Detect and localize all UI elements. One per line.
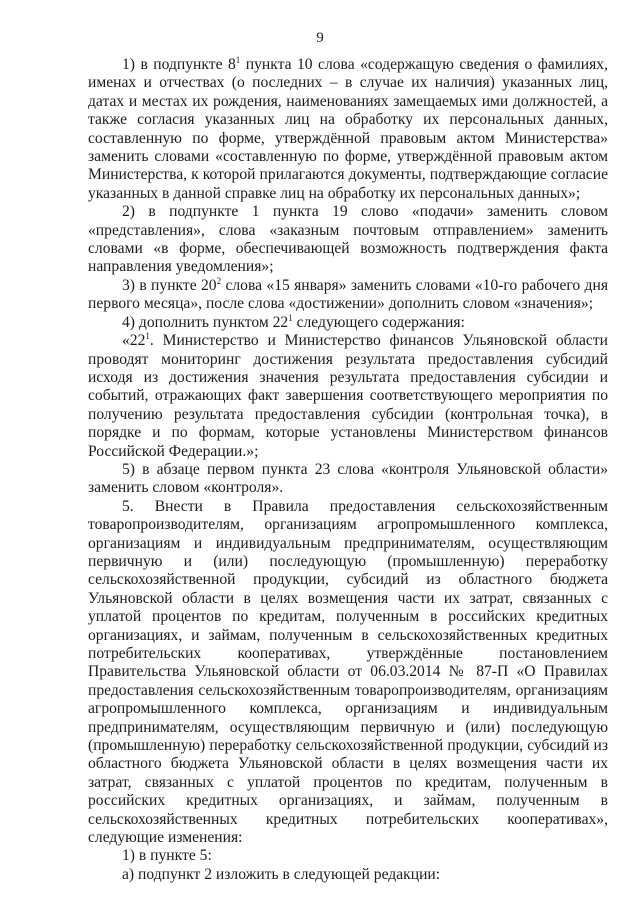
paragraph-3-superscript: 2	[216, 275, 222, 286]
paragraph-8	[88, 847, 608, 865]
paragraph-4-superscript: 1	[288, 312, 293, 323]
paragraph-9-text: а) подпункт 2 изложить в следующей редакции:	[122, 865, 441, 883]
paragraph-4-text: 4) дополнить пунктом 22	[122, 313, 289, 331]
paragraph-6	[88, 461, 608, 498]
page-number: 9	[316, 30, 324, 46]
paragraph-1-superscript: 1	[235, 55, 241, 65]
paragraph-1	[88, 56, 608, 203]
paragraph-3-rest: слова «15 января» заменить словами «10-го рабочего дня первого месяца», после слова «достижении» дополнить словом «значения»;	[88, 276, 608, 313]
paragraph-1-rest: пункта 10 слова «содержащую сведения о фамилиях, именах и отчествах (о последних – в случае их наличия) указанных лиц, датах и местах их рождения, наименованиях замещаемых ими должностей, а также согласия указанных лиц на обработку их персональных данных, составленную по форме, утверждённой правовым актом Министерства» заменить словами «составленную по форме, утверждённой правовым актом Министерства, к которой прилагаются документы, подтверждающие согласие указанных в данной справке лиц на обработку их персональных данных»;	[88, 56, 608, 202]
paragraph-7	[88, 498, 608, 848]
document-body	[88, 56, 608, 884]
paragraph-9	[88, 866, 608, 884]
paragraph-8-text: 1) в пункте 5:	[122, 847, 212, 865]
paragraph-5-text: «22	[122, 332, 146, 350]
paragraph-4	[88, 314, 608, 332]
paragraph-6-text: 5) в абзаце первом пункта 23 слова «контроля Ульяновской области» заменить словом «контроля».	[88, 460, 608, 497]
paragraph-3	[88, 277, 608, 314]
paragraph-2	[88, 203, 608, 277]
paragraph-5-superscript: 1	[145, 331, 150, 342]
paragraph-5	[88, 332, 608, 461]
paragraph-1-text: 1) в подпункте 8	[122, 56, 236, 73]
paragraph-2-text: 2) в подпункте 1 пункта 19 слово «подачи» заменить словом «представления», слова «заказным почтовым отправлением» заменить словами «в форме, обеспечивающей возможность подтверждения факта направления уведомления»;	[88, 203, 608, 276]
paragraph-4-rest: следующего содержания:	[292, 313, 465, 331]
paragraph-3-text: 3) в пункте 20	[122, 276, 217, 294]
paragraph-7-text: 5. Внести в Правила предоставления сельскохозяйственным товаропроизводителям, организациям агропромышленного комплекса, организациям и индивидуальным предпринимателям, осуществляющим первичную и (или) последующую (промышленную) переработку сельскохозяйственной продукции, субсидий из областного бюджета Ульяновской области в целях возмещения части их затрат, связанных с уплатой процентов по кредитам, полученным в российских кредитных организациях, и займам, полученным в сельскохозяйственных кредитных потребительских кооперативах, утверждённые постановлением Правительства Ульяновской области от 06.03.2014 № 87-П «О Правилах предоставления сельскохозяйственным товаропроизводителям, организациям агропромышленного комплекса, организациям и индивидуальным предпринимателям, осуществляющим первичную и (или) последующую (промышленную) переработку сельскохозяйственной продукции, субсидий из областного бюджета Ульяновской области в целях возмещения части их затрат, связанных с уплатой процентов по кредитам, полученным в российских кредитных организациях, и займам, полученным в сельскохозяйственных кредитных потребительских кооперативах», следующие изменения:	[88, 497, 608, 847]
paragraph-5-rest: . Министерство и Министерство финансов Ульяновской области проводят мониторинг достижения результата предоставления субсидий исходя из достижения значения результата предоставления субсидии и событий, отражающих факт завершения соответствующего мероприятия по получению результата предоставления субсидии (контрольная точка), в порядке и по формам, которые установлены Министерством финансов Российской Федерации.»;	[88, 332, 608, 460]
